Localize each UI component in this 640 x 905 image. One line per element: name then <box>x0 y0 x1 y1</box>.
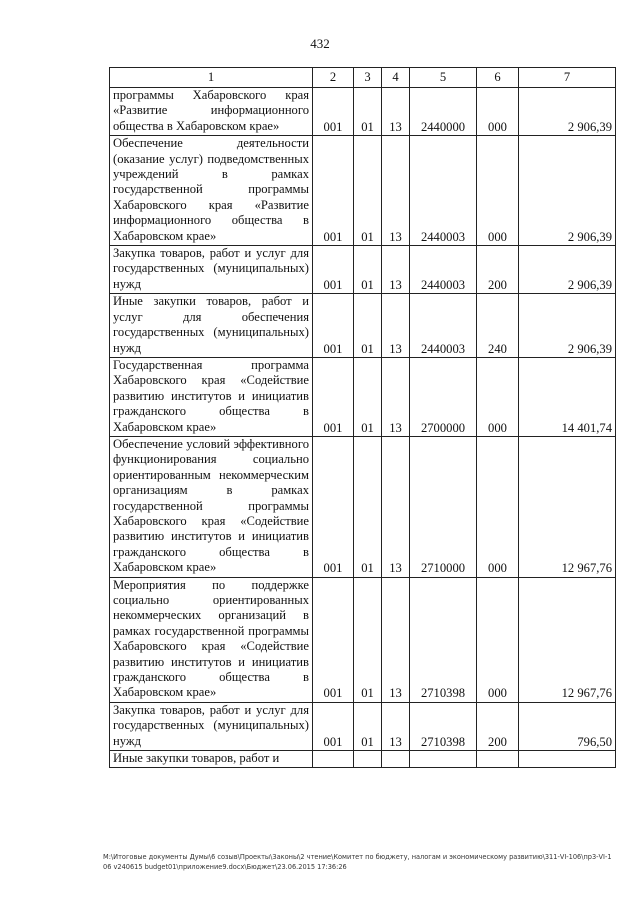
table-row <box>110 88 616 136</box>
table-row <box>110 294 616 358</box>
column-header-1: 1 <box>110 68 313 88</box>
code-target: 2440003 <box>410 136 477 246</box>
code-target <box>410 751 477 768</box>
amount: 12 967,76 <box>519 436 616 577</box>
table-row <box>110 136 616 246</box>
code-section <box>354 751 382 768</box>
table-row <box>110 246 616 294</box>
row-name: Иные закупки товаров, работ и услуг для обеспечения государственных (муниципальных) нужд <box>110 294 313 358</box>
code-section: 01 <box>354 436 382 577</box>
row-name: Обеспечение условий эффективного функционирования социально ориентированным некоммерческим организациям в рамках государственной программы Хабаровского края «Содействие развитию институтов и инициатив гражданского общества в Хабаровском крае» <box>110 436 313 577</box>
code-subsection: 13 <box>382 246 410 294</box>
code-subsection: 13 <box>382 357 410 436</box>
code-subsection <box>382 751 410 768</box>
table-row <box>110 436 616 577</box>
code-ministry: 001 <box>313 436 354 577</box>
code-target: 2700000 <box>410 357 477 436</box>
code-ministry: 001 <box>313 702 354 750</box>
column-header-6: 6 <box>477 68 519 88</box>
code-subsection: 13 <box>382 577 410 702</box>
amount: 796,50 <box>519 702 616 750</box>
table-row <box>110 751 616 768</box>
code-subsection: 13 <box>382 294 410 358</box>
code-expense-type: 200 <box>477 702 519 750</box>
code-section: 01 <box>354 136 382 246</box>
row-name: Мероприятия по поддержке социально ориентированных некоммерческих организаций в рамках государственной программы Хабаровского края «Содействие развитию институтов и инициатив гражданского общества в Хабаровском крае» <box>110 577 313 702</box>
code-subsection: 13 <box>382 136 410 246</box>
row-name: Государственная программа Хабаровского края «Содействие развитию институтов и инициатив гражданского общества в Хабаровском крае» <box>110 357 313 436</box>
code-target: 2440003 <box>410 246 477 294</box>
code-target: 2440000 <box>410 88 477 136</box>
page-number: 432 <box>310 36 330 51</box>
row-name: Обеспечение деятельности (оказание услуг) подведомственных учреждений в рамках государственной программы Хабаровского края «Развитие информационного общества в Хабаровском крае» <box>110 136 313 246</box>
table-row <box>110 702 616 750</box>
column-header-4: 4 <box>382 68 410 88</box>
code-expense-type <box>477 751 519 768</box>
code-expense-type: 000 <box>477 136 519 246</box>
amount: 14 401,74 <box>519 357 616 436</box>
amount: 2 906,39 <box>519 88 616 136</box>
code-section: 01 <box>354 357 382 436</box>
code-ministry: 001 <box>313 246 354 294</box>
column-header-7: 7 <box>519 68 616 88</box>
code-subsection: 13 <box>382 88 410 136</box>
amount: 2 906,39 <box>519 136 616 246</box>
file-path-footer: M:\Итоговые документы Думы\6 созыв\Проекты\Законы\2 чтение\Комитет по бюджету, налогам и экономическому развитию\311-VI-106\пр3-VI-106 v240615 budget01\приложение9.docx\Бюджет\23.06.2015 17:36:26 <box>103 853 612 871</box>
table-row <box>110 357 616 436</box>
amount: 2 906,39 <box>519 294 616 358</box>
code-expense-type: 000 <box>477 577 519 702</box>
code-target: 2440003 <box>410 294 477 358</box>
table-header-row <box>110 68 616 88</box>
budget-table <box>109 67 616 768</box>
code-ministry: 001 <box>313 357 354 436</box>
column-header-2: 2 <box>313 68 354 88</box>
amount: 2 906,39 <box>519 246 616 294</box>
code-target: 2710398 <box>410 702 477 750</box>
row-name: Закупка товаров, работ и услуг для государственных (муниципальных) нужд <box>110 702 313 750</box>
code-section: 01 <box>354 88 382 136</box>
amount: 12 967,76 <box>519 577 616 702</box>
code-ministry <box>313 751 354 768</box>
code-section: 01 <box>354 702 382 750</box>
row-name: программы Хабаровского края «Развитие информационного общества в Хабаровском крае» <box>110 88 313 136</box>
table-row <box>110 577 616 702</box>
code-expense-type: 000 <box>477 436 519 577</box>
code-section: 01 <box>354 577 382 702</box>
code-expense-type: 000 <box>477 88 519 136</box>
code-ministry: 001 <box>313 88 354 136</box>
code-expense-type: 240 <box>477 294 519 358</box>
code-section: 01 <box>354 294 382 358</box>
code-subsection: 13 <box>382 702 410 750</box>
code-target: 2710398 <box>410 577 477 702</box>
code-target: 2710000 <box>410 436 477 577</box>
amount <box>519 751 616 768</box>
code-section: 01 <box>354 246 382 294</box>
code-ministry: 001 <box>313 136 354 246</box>
row-name: Закупка товаров, работ и услуг для государственных (муниципальных) нужд <box>110 246 313 294</box>
column-header-5: 5 <box>410 68 477 88</box>
row-name: Иные закупки товаров, работ и <box>110 751 313 768</box>
code-expense-type: 200 <box>477 246 519 294</box>
code-ministry: 001 <box>313 577 354 702</box>
code-subsection: 13 <box>382 436 410 577</box>
code-expense-type: 000 <box>477 357 519 436</box>
code-ministry: 001 <box>313 294 354 358</box>
column-header-3: 3 <box>354 68 382 88</box>
